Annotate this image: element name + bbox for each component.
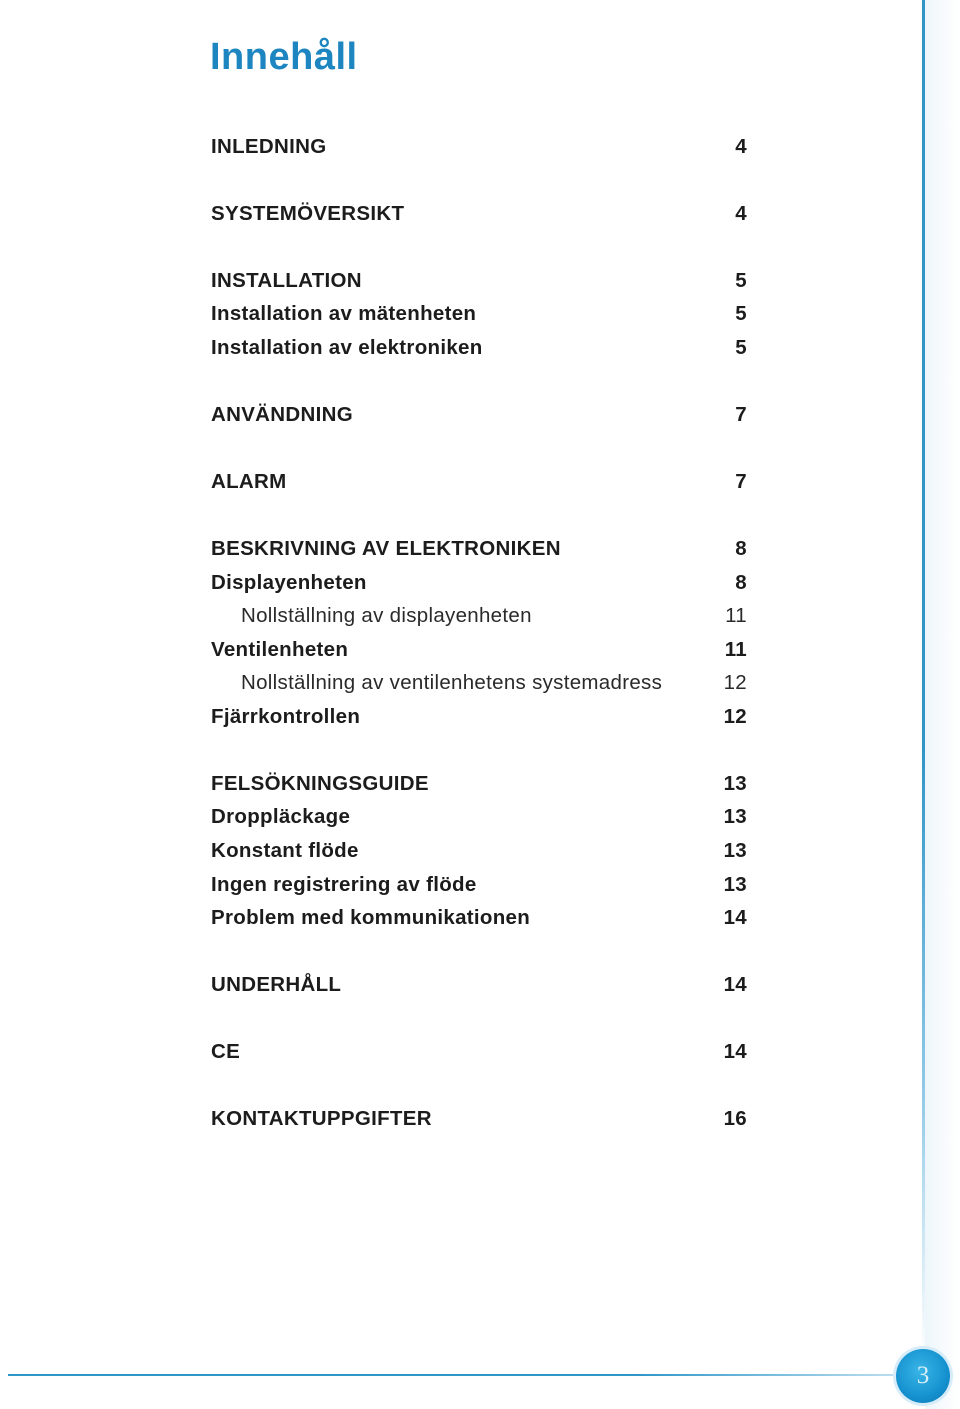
toc-entry-felsokningsguide[interactable] [211, 767, 747, 801]
toc-spacer [211, 1069, 747, 1102]
toc-entry-inledning[interactable] [211, 130, 747, 164]
toc-entry-dropplackage[interactable] [211, 801, 747, 835]
toc-entry-kontaktuppgifter[interactable] [211, 1102, 747, 1136]
toc-spacer [211, 1002, 747, 1035]
toc-entry-label: BESKRIVNING AV ELEKTRONIKEN [211, 536, 561, 560]
toc-entry-page: 12 [723, 671, 747, 695]
toc-spacer [211, 164, 747, 197]
toc-entry-nollstallning-systemadress[interactable] [211, 666, 747, 700]
toc-entry-label: CE [211, 1040, 241, 1064]
toc-spacer [211, 734, 747, 767]
toc-spacer [211, 432, 747, 465]
toc-entry-page: 14 [723, 973, 747, 997]
toc-entry-page: 4 [735, 201, 747, 225]
toc-entry-page: 16 [723, 1107, 747, 1131]
page-title: Innehåll [210, 36, 358, 78]
toc-entry-label: INSTALLATION [211, 268, 362, 292]
toc-entry-underhall[interactable] [211, 968, 747, 1002]
toc-entry-label: UNDERHÅLL [211, 973, 342, 997]
toc-entry-label: SYSTEMÖVERSIKT [211, 201, 405, 225]
toc-entry-page: 5 [735, 335, 747, 359]
toc-entry-label: Installation av mätenheten [211, 302, 477, 326]
toc-entry-page: 4 [735, 134, 747, 158]
toc-entry-page: 11 [724, 637, 747, 661]
toc-entry-page: 12 [723, 704, 747, 728]
toc-entry-label: FELSÖKNINGSGUIDE [211, 771, 429, 795]
toc-entry-page: 7 [735, 469, 747, 493]
toc-entry-installation[interactable] [211, 264, 747, 298]
toc-entry-page: 13 [723, 805, 747, 829]
toc-entry-problem-kommunikation[interactable] [211, 901, 747, 935]
toc-entry-page: 7 [735, 402, 747, 426]
toc-entry-page: 14 [723, 1040, 747, 1064]
toc-entry-alarm[interactable] [211, 465, 747, 499]
toc-entry-page: 13 [723, 839, 747, 863]
toc-entry-page: 5 [735, 302, 747, 326]
toc-entry-page: 13 [723, 872, 747, 896]
toc-entry-anvandning[interactable] [211, 398, 747, 432]
toc-spacer [211, 365, 747, 398]
toc-entry-label: ALARM [211, 469, 287, 493]
toc-entry-label: Ventilenheten [211, 637, 349, 661]
toc-entry-label: INLEDNING [211, 134, 327, 158]
toc-entry-label: Displayenheten [211, 570, 367, 594]
toc-spacer [211, 231, 747, 264]
toc-entry-label: Droppläckage [211, 805, 351, 829]
page-number-badge: 3 [896, 1349, 950, 1403]
toc-entry-label: Installation av elektroniken [211, 335, 483, 359]
toc-entry-label: Ingen registrering av flöde [211, 872, 477, 896]
toc-entry-displayenheten[interactable] [211, 566, 747, 600]
toc-entry-label: Nollställning av displayenheten [241, 604, 532, 628]
toc-entry-page: 13 [723, 771, 747, 795]
toc-entry-nollstallning-display[interactable] [211, 599, 747, 633]
toc-entry-label: KONTAKTUPPGIFTER [211, 1107, 432, 1131]
right-margin-rule [922, 0, 925, 1360]
toc-entry-page: 11 [725, 604, 747, 628]
toc-entry-label: ANVÄNDNING [211, 402, 353, 426]
toc-entry-label: Konstant flöde [211, 839, 359, 863]
toc-entry-ingen-registrering[interactable] [211, 868, 747, 902]
toc-entry-ce[interactable] [211, 1035, 747, 1069]
toc-entry-ventilenheten[interactable] [211, 633, 747, 667]
toc-entry-page: 5 [735, 268, 747, 292]
toc-entry-label: Fjärrkontrollen [211, 704, 361, 728]
toc-entry-label: Nollställning av ventilenhetens systemadress [241, 671, 663, 695]
page-edge-shade [925, 0, 960, 1409]
toc-entry-installation-elektroniken[interactable] [211, 331, 747, 365]
toc-entry-beskrivning-elektroniken[interactable] [211, 532, 747, 566]
toc-entry-installation-matenheten[interactable] [211, 298, 747, 332]
toc-entry-fjarrkontrollen[interactable] [211, 700, 747, 734]
toc-entry-page: 8 [735, 536, 747, 560]
toc-entry-konstant-flode[interactable] [211, 834, 747, 868]
table-of-contents [211, 130, 747, 1136]
footer-rule [8, 1374, 903, 1376]
toc-spacer [211, 935, 747, 968]
toc-spacer [211, 499, 747, 532]
toc-entry-page: 14 [723, 906, 747, 930]
toc-entry-systemoversikt[interactable] [211, 197, 747, 231]
toc-entry-page: 8 [735, 570, 747, 594]
toc-entry-label: Problem med kommunikationen [211, 906, 531, 930]
